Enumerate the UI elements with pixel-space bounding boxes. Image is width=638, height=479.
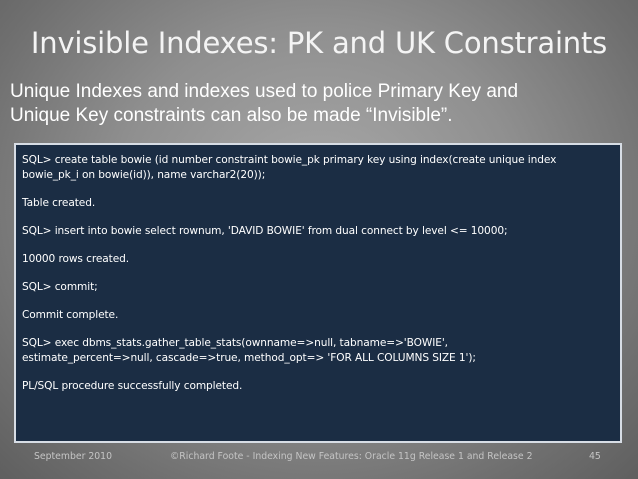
code-line: bowie_pk_i on bowie(id)), name varchar2(20)); xyxy=(22,169,266,181)
code-spacer xyxy=(22,183,614,196)
code-spacer xyxy=(22,295,614,308)
code-line: SQL> insert into bowie select rownum, 'DAVID BOWIE' from dual connect by level <= 10000; xyxy=(22,225,508,237)
subtitle-line-2: Unique Key constraints can also be made “Invisible”. xyxy=(10,105,453,126)
slide-title: Invisible Indexes: PK and UK Constraints xyxy=(30,26,608,60)
footer-credit: ©Richard Foote - Indexing New Features: Oracle 11g Release 1 and Release 2 xyxy=(170,451,533,462)
code-spacer xyxy=(22,323,614,336)
code-spacer xyxy=(22,239,614,252)
slide-number: 45 xyxy=(589,451,601,462)
code-line: SQL> exec dbms_stats.gather_table_stats(ownname=>null, tabname=>'BOWIE', xyxy=(22,337,448,349)
code-line: 10000 rows created. xyxy=(22,253,130,265)
code-line: Commit complete. xyxy=(22,309,119,321)
code-spacer xyxy=(22,366,614,379)
code-line: PL/SQL procedure successfully completed. xyxy=(22,380,243,392)
code-spacer xyxy=(22,211,614,224)
code-line: SQL> commit; xyxy=(22,281,98,293)
code-line: Table created. xyxy=(22,197,96,209)
slide-subtitle xyxy=(10,80,630,128)
footer-date: September 2010 xyxy=(34,451,113,462)
sql-code-box xyxy=(14,143,622,443)
code-line: SQL> create table bowie (id number constraint bowie_pk primary key using index(create unique index xyxy=(22,154,557,166)
code-line: estimate_percent=>null, cascade=>true, method_opt=> 'FOR ALL COLUMNS SIZE 1'); xyxy=(22,352,476,364)
subtitle-line-1: Unique Indexes and indexes used to police Primary Key and xyxy=(10,81,519,102)
code-spacer xyxy=(22,267,614,280)
